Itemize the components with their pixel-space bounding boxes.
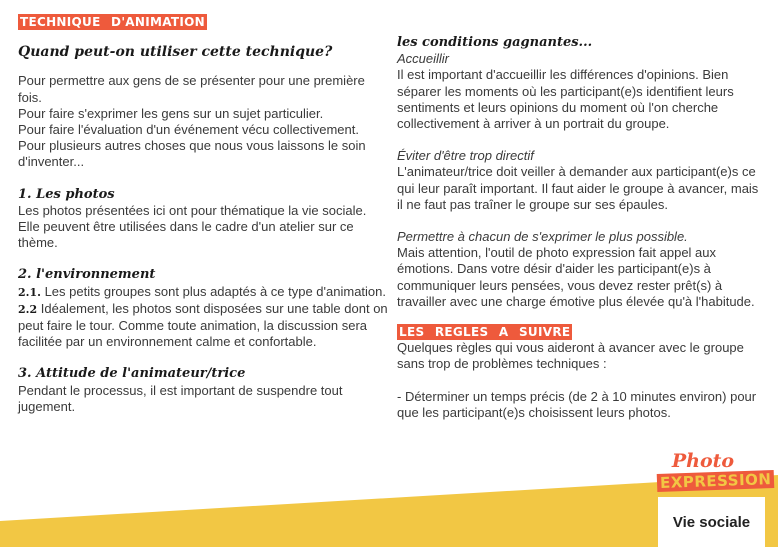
use-item: Pour permettre aux gens de se présenter pour une première fois. [18, 73, 365, 105]
right-column [397, 0, 767, 421]
condition-directif-title: Éviter d'être trop directif [397, 148, 534, 164]
photo-expression-logo [652, 450, 772, 491]
question-heading: Quand peut-on utiliser cette technique? [18, 44, 333, 61]
theme-label: Vie sociale [672, 513, 751, 531]
condition-directif-text: L'animateur/trice doit veiller à demander aux participant(e)s ce qui leur paraît important. Il faut aider le groupe à avancer, mais il ne faut pas traîner le groupe sur ses épaules. [397, 164, 759, 212]
rules-intro: Quelques règles qui vous aideront à avancer avec le groupe sans trop de problèmes techniques : [397, 340, 744, 372]
environment-item-1 [18, 284, 388, 301]
environment-item-2 [18, 301, 388, 351]
section-environment-title: 2. l'environnement [18, 267, 156, 283]
conditions-title: les conditions gagnantes... [397, 35, 593, 50]
condition-exprimer-text: Mais attention, l'outil de photo expression fait appel aux émotions. Dans votre désir d'aider les participant(e)s à communiquer leurs pensées, vous devez rester prêt(s) à travailler avec une charge émotive plus élevée qu'à l'habitude. [397, 245, 755, 309]
condition-exprimer-title: Permettre à chacun de s'exprimer le plus possible. [397, 229, 688, 245]
section-attitude-title: 3. Attitude de l'animateur/trice [18, 366, 246, 382]
section-title-rules: LES REGLES A SUIVRE [399, 325, 571, 340]
item-number: 2.2 [18, 302, 38, 316]
left-column [18, 0, 388, 415]
section-attitude-text: Pendant le processus, il est important de suspendre tout jugement. [18, 382, 343, 414]
use-item: Pour faire l'évaluation d'un événement vécu collectivement. [18, 122, 359, 138]
condition-accueillir-text: Il est important d'accueillir les différences d'opinions. Bien séparer les moments où les participant(e)s identifient leurs sentiments et leurs opinions du moment où l'on cherche collectivement à arriver à un portrait du groupe. [397, 67, 734, 132]
item-text: Les petits groupes sont plus adaptés à ce type d'animation. [40, 283, 387, 299]
logo-expression-text: EXPRESSION [657, 470, 775, 492]
section-title-technique: TECHNIQUE D'ANIMATION [20, 15, 205, 29]
condition-accueillir-title: Accueillir [397, 51, 450, 67]
item-number: 2.1. [18, 285, 41, 299]
section-photos-text: Les photos présentées ici ont pour thématique la vie sociale. Elle peuvent être utilisées dans le cadre d'un atelier sur ce thème. [18, 202, 367, 251]
use-item: Pour faire s'exprimer les gens sur un sujet particulier. [18, 105, 324, 121]
rule-item: - Déterminer un temps précis (de 2 à 10 minutes environ) pour que les participant(e)s choisissent leurs photos. [397, 388, 757, 420]
use-item: Pour plusieurs autres choses que nous vous laissons le soin d'inventer... [18, 138, 366, 170]
section-photos-title: 1. Les photos [18, 186, 115, 202]
logo-photo-text: Photo [671, 450, 735, 472]
item-text: Idéalement, les photos sont disposées sur une table dont on peut faire le tour. Comme toute animation, la discussion sera facilitée par un environnement calme et confortable. [18, 300, 388, 350]
theme-label-box [658, 497, 765, 547]
